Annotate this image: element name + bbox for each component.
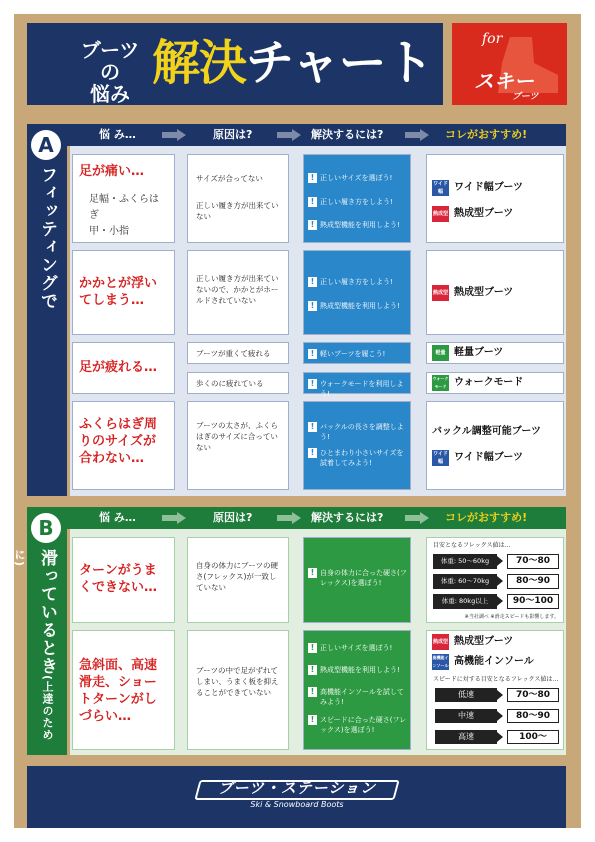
arrow-right-icon <box>497 711 503 721</box>
flex-row <box>433 554 553 569</box>
solution-text: 自身の体力に合った硬さ(フレックス)を選ぼう! <box>320 569 407 587</box>
badge-for: for <box>482 31 503 47</box>
section-b-panel <box>70 529 566 755</box>
solution-line <box>308 349 407 359</box>
problem-box <box>72 250 175 335</box>
cause-box <box>187 372 289 394</box>
problem-text: ターンがうまくできない… <box>79 563 158 595</box>
solution-text: スピードに合った硬さ(フレックス)を選ぼう! <box>320 716 407 734</box>
solution-text: 正しい履き方をしよう! <box>320 278 393 286</box>
solution-line <box>308 448 407 468</box>
flex-label: 体重: 80kg以上 <box>433 594 497 609</box>
speed-value: 70〜80 <box>507 688 559 702</box>
solution-box <box>303 372 411 398</box>
title-banner <box>27 23 443 105</box>
flex-label: 体重: 50〜60kg <box>433 554 497 569</box>
exclamation-icon: ! <box>308 422 317 432</box>
speed-value: 100〜 <box>507 730 559 744</box>
reco-item <box>432 450 559 466</box>
solution-line <box>308 568 407 588</box>
arrow-right-icon <box>497 576 503 586</box>
section-a-panel <box>70 146 566 496</box>
cause-text-2: 歩くのに疲れている <box>196 379 264 388</box>
speed-label: 高速 <box>435 730 497 744</box>
col-problem: 悩 み… <box>99 128 136 141</box>
solution-box <box>303 342 411 364</box>
problem-text: 足が痛い… <box>79 164 145 179</box>
exclamation-icon: ! <box>308 568 317 578</box>
col-reco: コレがおすすめ! <box>445 511 528 524</box>
section-a-header <box>27 124 566 146</box>
reco-tag: 軽量 <box>432 345 449 361</box>
reco-name: バックル調整可能ブーツ <box>432 426 541 437</box>
problem-box <box>72 630 175 750</box>
reco-tag: 熱成型 <box>432 206 449 222</box>
col-solve: 解決するには? <box>311 128 384 141</box>
cause-box <box>187 537 289 623</box>
cause-box <box>187 154 289 243</box>
problem-sub-1: 足幅・ふくらはぎ <box>89 194 159 221</box>
reco-name: ウォークモード <box>454 377 524 388</box>
reco-name: 熱成型ブーツ <box>454 208 514 219</box>
flex-value: 90〜100 <box>507 594 559 609</box>
solution-box <box>303 401 411 490</box>
solution-line <box>308 643 407 653</box>
reco-item <box>432 180 559 196</box>
solution-text: 熱成型機能を利用しよう! <box>320 666 400 674</box>
solution-text: 高機能インソールを試してみよう! <box>320 688 404 706</box>
arrow-right-icon <box>497 690 503 700</box>
solution-line <box>308 379 407 399</box>
section-b-vertical-main: 滑っているとき <box>37 549 57 675</box>
solution-text: 正しい履き方をしよう! <box>320 198 393 206</box>
reco-name: ワイド幅ブーツ <box>454 452 523 463</box>
cause-box <box>187 342 289 364</box>
arrow-icon <box>162 129 186 141</box>
cause-text: ブーツの中で足がずれてしまい、うまく板を抑えることができていない <box>196 666 279 697</box>
reco-name: 熱成型ブーツ <box>454 287 514 298</box>
arrow-icon <box>162 512 186 524</box>
arrow-right-icon <box>497 556 503 566</box>
exclamation-icon: ! <box>308 173 317 183</box>
section-a-vertical: フィッティングで <box>37 166 57 310</box>
logo-subtext: Ski & Snowboard Boots <box>250 800 344 809</box>
speed-row <box>435 730 559 744</box>
solution-line <box>308 220 407 230</box>
reco-item <box>432 634 559 650</box>
solution-text: 熱成型機能を利用しよう! <box>320 302 400 310</box>
reco-item <box>432 375 559 391</box>
exclamation-icon: ! <box>308 379 317 389</box>
section-a-letter: A <box>31 130 61 160</box>
reco-box <box>426 401 564 490</box>
reco-tag: 熱成型 <box>432 285 449 301</box>
reco-item <box>432 424 559 440</box>
footer <box>27 766 566 828</box>
solution-line <box>308 301 407 311</box>
flex-label: 体重: 60〜70kg <box>433 574 497 589</box>
problem-box <box>72 154 175 243</box>
solution-text: 熱成型機能を利用しよう! <box>320 221 400 229</box>
cause-box <box>187 401 289 490</box>
reco-tag: ウォークモード <box>432 376 449 389</box>
flex-note: ※当社調べ ※滑走スピードも影響します。 <box>464 614 559 620</box>
section-b-side <box>13 507 67 755</box>
solution-box <box>303 537 411 623</box>
section-b-header <box>27 507 566 529</box>
exclamation-icon: ! <box>308 715 317 725</box>
reco-tag: 熱成型 <box>432 634 449 650</box>
cause-box <box>187 630 289 750</box>
cause-text: 自身の体力にブーツの硬さ(フレックス)が一致していない <box>196 561 278 592</box>
speed-title: スピードに対する目安となるフレックス値は… <box>433 676 559 683</box>
exclamation-icon: ! <box>308 448 317 458</box>
section-b-vertical <box>13 549 61 755</box>
problem-text: 急斜面、高速滑走、ショートターンがしづらい… <box>79 658 158 724</box>
exclamation-icon: ! <box>308 687 317 697</box>
title-small-line1: ブーツの <box>80 38 140 84</box>
arrow-icon <box>405 129 429 141</box>
reco-tag: 高機能インソール <box>432 655 449 668</box>
reco-item <box>432 206 559 222</box>
solution-text: 正しいサイズを選ぼう! <box>320 174 393 182</box>
solution-line <box>308 422 407 442</box>
cause-text-1: サイズが合ってない <box>196 174 263 183</box>
reco-item <box>432 654 559 670</box>
flex-title: 目安となるフレックス値は… <box>433 542 511 549</box>
logo-text: ブーツ・ステーション <box>217 779 377 797</box>
problem-box <box>72 342 175 394</box>
arrow-icon <box>277 129 301 141</box>
problem-sub-2: 甲・小指 <box>89 226 129 237</box>
reco-box <box>426 537 564 623</box>
section-a-side <box>27 124 67 496</box>
ski-boots-badge <box>452 23 567 105</box>
solution-box <box>303 250 411 335</box>
solution-line <box>308 715 407 735</box>
col-solve: 解決するには? <box>311 511 384 524</box>
reco-name: 高機能インソール <box>454 656 534 667</box>
arrow-right-icon <box>497 732 503 742</box>
cause-text-1: ブーツが重くて疲れる <box>196 349 271 358</box>
col-reco: コレがおすすめ! <box>445 128 528 141</box>
col-cause: 原因は? <box>213 128 253 141</box>
problem-box <box>72 401 175 490</box>
col-cause: 原因は? <box>213 511 253 524</box>
arrow-right-icon <box>497 596 503 606</box>
solution-text: バックルの長さを調整しよう! <box>320 423 404 441</box>
exclamation-icon: ! <box>308 665 317 675</box>
solution-line <box>308 173 407 183</box>
reco-item <box>432 285 559 301</box>
badge-ski: スキー <box>474 69 534 93</box>
flex-value: 80〜90 <box>507 574 559 589</box>
exclamation-icon: ! <box>308 197 317 207</box>
reco-box <box>426 630 564 750</box>
arrow-icon <box>405 512 429 524</box>
problem-box <box>72 537 175 623</box>
title-small <box>75 39 145 105</box>
problem-text: 足が疲れる… <box>79 360 158 375</box>
flex-row <box>433 594 553 609</box>
exclamation-icon: ! <box>308 301 317 311</box>
speed-row <box>435 709 559 723</box>
col-problem: 悩 み… <box>99 511 136 524</box>
badge-boots: ブーツ <box>512 92 539 102</box>
exclamation-icon: ! <box>308 349 317 359</box>
problem-text: ふくらはぎ周りのサイズが合わない… <box>79 417 158 466</box>
solution-text: ウォークモードを利用しよう! <box>320 380 404 398</box>
solution-text: ひとまわり小さいサイズを試着してみよう! <box>320 449 404 467</box>
speed-value: 80〜90 <box>507 709 559 723</box>
speed-label: 中速 <box>435 709 497 723</box>
reco-tag: ワイド幅 <box>433 451 448 465</box>
exclamation-icon: ! <box>308 220 317 230</box>
reco-name: 軽量ブーツ <box>454 347 504 358</box>
title-big-white: チャート <box>246 35 433 91</box>
title-small-line2: 悩み <box>90 82 130 105</box>
reco-box <box>426 250 564 335</box>
exclamation-icon: ! <box>308 643 317 653</box>
solution-box <box>303 630 411 750</box>
exclamation-icon: ! <box>308 277 317 287</box>
cause-text: ブーツの太さが、ふくらはぎのサイズに合っていない <box>196 421 278 452</box>
solution-text: 正しいサイズを選ぼう! <box>320 644 393 652</box>
problem-text: かかとが浮いてしまう… <box>79 276 158 308</box>
reco-box <box>426 154 564 243</box>
solution-text: 軽いブーツを履こう! <box>320 350 386 358</box>
solution-line <box>308 687 407 707</box>
cause-text-2: 正しい履き方が出来ていない <box>196 201 279 221</box>
solution-line <box>308 277 407 287</box>
reco-name: 熱成型ブーツ <box>454 636 514 647</box>
reco-item <box>432 345 559 361</box>
speed-row <box>435 688 559 702</box>
title-big-yellow: 解決 <box>152 35 247 91</box>
flex-row <box>433 574 553 589</box>
solution-line <box>308 665 407 675</box>
reco-box <box>426 372 564 394</box>
speed-label: 低速 <box>435 688 497 702</box>
arrow-icon <box>277 512 301 524</box>
cause-box <box>187 250 289 335</box>
reco-name: ワイド幅ブーツ <box>454 182 523 193</box>
section-b-vertical-small: (上達のために) <box>13 549 54 742</box>
cause-text: 正しい履き方が出来ていないので、かかとがホールドされていない <box>196 274 279 305</box>
reco-tag: ワイド幅 <box>433 181 448 195</box>
reco-box <box>426 342 564 364</box>
section-b-letter: B <box>31 513 61 543</box>
flex-value: 70〜80 <box>507 554 559 569</box>
title-big <box>152 35 433 91</box>
solution-line <box>308 197 407 207</box>
solution-box <box>303 154 411 243</box>
